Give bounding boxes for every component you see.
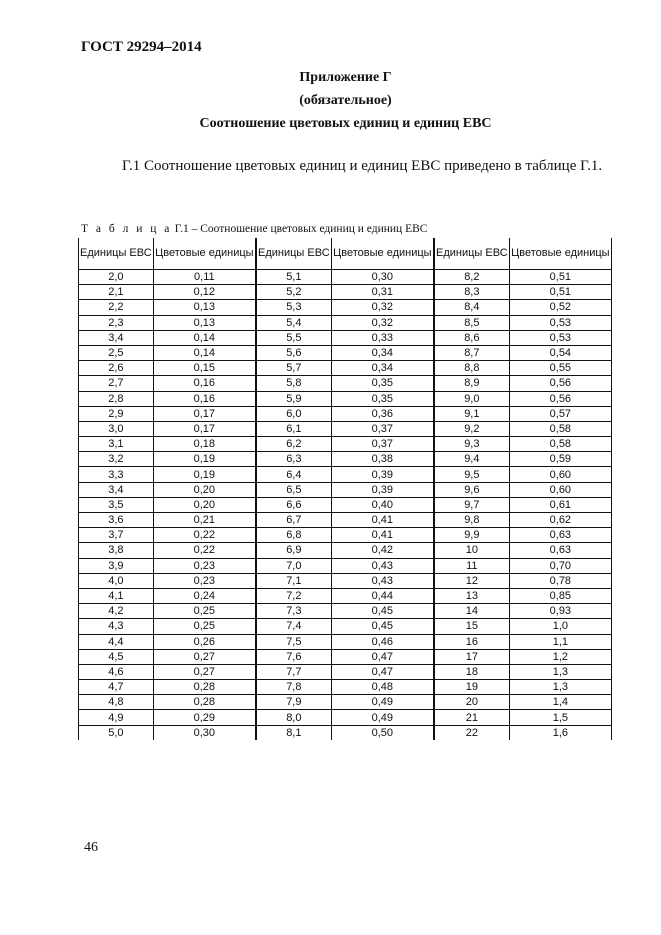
cell-ebc: 18 bbox=[434, 664, 509, 679]
cell-ebc: 7,1 bbox=[256, 573, 331, 588]
cell-ebc: 2,2 bbox=[79, 300, 154, 315]
cell-color-units: 0,40 bbox=[331, 497, 434, 512]
cell-color-units: 0,28 bbox=[153, 695, 256, 710]
standard-designation: ГОСТ 29294–2014 bbox=[81, 39, 202, 55]
cell-ebc: 9,4 bbox=[434, 452, 509, 467]
cell-color-units: 0,45 bbox=[331, 619, 434, 634]
cell-ebc: 5,8 bbox=[256, 376, 331, 391]
table-row bbox=[79, 604, 612, 619]
cell-color-units: 0,33 bbox=[331, 330, 434, 345]
cell-ebc: 2,8 bbox=[79, 391, 154, 406]
cell-color-units: 1,3 bbox=[509, 664, 611, 679]
cell-ebc: 5,4 bbox=[256, 315, 331, 330]
cell-ebc: 4,2 bbox=[79, 604, 154, 619]
cell-color-units: 1,0 bbox=[509, 619, 611, 634]
cell-color-units: 0,60 bbox=[509, 467, 611, 482]
cell-color-units: 0,19 bbox=[153, 452, 256, 467]
cell-ebc: 5,6 bbox=[256, 345, 331, 360]
cell-color-units: 0,43 bbox=[331, 558, 434, 573]
cell-ebc: 8,8 bbox=[434, 361, 509, 376]
table-row bbox=[79, 528, 612, 543]
cell-color-units: 0,16 bbox=[153, 376, 256, 391]
cell-ebc: 3,1 bbox=[79, 437, 154, 452]
cell-color-units: 0,36 bbox=[331, 406, 434, 421]
cell-color-units: 0,62 bbox=[509, 513, 611, 528]
table-row bbox=[79, 437, 612, 452]
cell-ebc: 7,8 bbox=[256, 680, 331, 695]
cell-ebc: 8,6 bbox=[434, 330, 509, 345]
cell-ebc: 9,5 bbox=[434, 467, 509, 482]
cell-color-units: 0,17 bbox=[153, 406, 256, 421]
cell-color-units: 1,3 bbox=[509, 680, 611, 695]
cell-ebc: 4,7 bbox=[79, 680, 154, 695]
appendix-heading: Соотношение цветовых единиц и единиц ЕВС bbox=[199, 116, 492, 131]
cell-ebc: 8,5 bbox=[434, 315, 509, 330]
table-row bbox=[79, 710, 612, 725]
cell-color-units: 0,49 bbox=[331, 695, 434, 710]
cell-ebc: 8,9 bbox=[434, 376, 509, 391]
table-row bbox=[79, 619, 612, 634]
cell-ebc: 3,5 bbox=[79, 497, 154, 512]
table-row bbox=[79, 452, 612, 467]
table-caption-label: Т а б л и ц а bbox=[81, 223, 172, 235]
table-row bbox=[79, 421, 612, 436]
cell-color-units: 0,93 bbox=[509, 604, 611, 619]
cell-ebc: 2,3 bbox=[79, 315, 154, 330]
cell-color-units: 0,41 bbox=[331, 513, 434, 528]
cell-ebc: 5,1 bbox=[256, 270, 331, 285]
cell-color-units: 0,41 bbox=[331, 528, 434, 543]
cell-ebc: 12 bbox=[434, 573, 509, 588]
table-row bbox=[79, 330, 612, 345]
cell-ebc: 8,3 bbox=[434, 285, 509, 300]
cell-color-units: 0,20 bbox=[153, 497, 256, 512]
table-row bbox=[79, 406, 612, 421]
table-row bbox=[79, 695, 612, 710]
cell-ebc: 9,2 bbox=[434, 421, 509, 436]
cell-ebc: 5,7 bbox=[256, 361, 331, 376]
cell-color-units: 0,22 bbox=[153, 528, 256, 543]
cell-ebc: 8,7 bbox=[434, 345, 509, 360]
table-row bbox=[79, 345, 612, 360]
cell-ebc: 15 bbox=[434, 619, 509, 634]
cell-ebc: 3,3 bbox=[79, 467, 154, 482]
cell-color-units: 0,28 bbox=[153, 680, 256, 695]
cell-ebc: 3,8 bbox=[79, 543, 154, 558]
cell-color-units: 0,53 bbox=[509, 315, 611, 330]
page-number: 46 bbox=[84, 840, 98, 855]
cell-color-units: 0,37 bbox=[331, 437, 434, 452]
cell-ebc: 9,7 bbox=[434, 497, 509, 512]
table-row bbox=[79, 482, 612, 497]
table-caption-text: Г.1 – Соотношение цветовых единиц и единиц ЕВС bbox=[171, 223, 428, 235]
cell-ebc: 20 bbox=[434, 695, 509, 710]
cell-ebc: 5,9 bbox=[256, 391, 331, 406]
cell-ebc: 13 bbox=[434, 588, 509, 603]
cell-color-units: 0,39 bbox=[331, 467, 434, 482]
cell-color-units: 0,35 bbox=[331, 376, 434, 391]
cell-ebc: 7,7 bbox=[256, 664, 331, 679]
cell-ebc: 4,9 bbox=[79, 710, 154, 725]
cell-color-units: 0,14 bbox=[153, 330, 256, 345]
cell-color-units: 0,54 bbox=[509, 345, 611, 360]
appendix-title: Приложение Г bbox=[299, 70, 392, 85]
cell-ebc: 3,0 bbox=[79, 421, 154, 436]
cell-color-units: 0,31 bbox=[331, 285, 434, 300]
cell-ebc: 4,0 bbox=[79, 573, 154, 588]
cell-color-units: 0,27 bbox=[153, 664, 256, 679]
cell-ebc: 5,2 bbox=[256, 285, 331, 300]
cell-ebc: 6,1 bbox=[256, 421, 331, 436]
cell-color-units: 0,56 bbox=[509, 391, 611, 406]
cell-ebc: 16 bbox=[434, 634, 509, 649]
conversion-table bbox=[78, 238, 612, 740]
cell-color-units: 0,21 bbox=[153, 513, 256, 528]
cell-color-units: 0,17 bbox=[153, 421, 256, 436]
table-row bbox=[79, 497, 612, 512]
cell-ebc: 9,6 bbox=[434, 482, 509, 497]
col-header-ebc-3: Единицы ЕВС bbox=[434, 238, 509, 270]
cell-color-units: 0,22 bbox=[153, 543, 256, 558]
col-header-color-units-3: Цветовые единицы bbox=[509, 238, 611, 270]
cell-color-units: 0,49 bbox=[331, 710, 434, 725]
cell-color-units: 0,23 bbox=[153, 573, 256, 588]
cell-color-units: 0,85 bbox=[509, 588, 611, 603]
cell-ebc: 3,9 bbox=[79, 558, 154, 573]
col-header-ebc-1: Единицы ЕВС bbox=[79, 238, 154, 270]
cell-ebc: 8,0 bbox=[256, 710, 331, 725]
cell-ebc: 8,4 bbox=[434, 300, 509, 315]
cell-color-units: 0,60 bbox=[509, 482, 611, 497]
cell-color-units: 1,4 bbox=[509, 695, 611, 710]
cell-ebc: 21 bbox=[434, 710, 509, 725]
cell-ebc: 6,3 bbox=[256, 452, 331, 467]
cell-ebc: 5,5 bbox=[256, 330, 331, 345]
table-row bbox=[79, 649, 612, 664]
table-row bbox=[79, 725, 612, 740]
cell-color-units: 0,37 bbox=[331, 421, 434, 436]
cell-color-units: 0,23 bbox=[153, 558, 256, 573]
cell-ebc: 4,8 bbox=[79, 695, 154, 710]
cell-color-units: 0,34 bbox=[331, 361, 434, 376]
table-row bbox=[79, 664, 612, 679]
cell-ebc: 22 bbox=[434, 725, 509, 740]
cell-ebc: 6,0 bbox=[256, 406, 331, 421]
col-header-color-units-2: Цветовые единицы bbox=[331, 238, 434, 270]
cell-ebc: 11 bbox=[434, 558, 509, 573]
cell-color-units: 0,52 bbox=[509, 300, 611, 315]
cell-color-units: 0,59 bbox=[509, 452, 611, 467]
cell-ebc: 2,7 bbox=[79, 376, 154, 391]
cell-ebc: 2,5 bbox=[79, 345, 154, 360]
cell-ebc: 6,5 bbox=[256, 482, 331, 497]
table-row bbox=[79, 376, 612, 391]
cell-color-units: 1,5 bbox=[509, 710, 611, 725]
cell-color-units: 0,24 bbox=[153, 588, 256, 603]
cell-color-units: 0,58 bbox=[509, 421, 611, 436]
cell-ebc: 4,4 bbox=[79, 634, 154, 649]
cell-ebc: 2,6 bbox=[79, 361, 154, 376]
cell-color-units: 0,63 bbox=[509, 528, 611, 543]
cell-color-units: 0,45 bbox=[331, 604, 434, 619]
cell-color-units: 0,15 bbox=[153, 361, 256, 376]
cell-color-units: 0,50 bbox=[331, 725, 434, 740]
cell-color-units: 0,18 bbox=[153, 437, 256, 452]
col-header-color-units-1: Цветовые единицы bbox=[153, 238, 256, 270]
cell-color-units: 0,53 bbox=[509, 330, 611, 345]
cell-ebc: 3,2 bbox=[79, 452, 154, 467]
cell-color-units: 0,46 bbox=[331, 634, 434, 649]
cell-ebc: 8,2 bbox=[434, 270, 509, 285]
table-row bbox=[79, 634, 612, 649]
cell-ebc: 19 bbox=[434, 680, 509, 695]
cell-ebc: 7,9 bbox=[256, 695, 331, 710]
cell-ebc: 9,9 bbox=[434, 528, 509, 543]
col-header-ebc-2: Единицы ЕВС bbox=[256, 238, 331, 270]
table-row bbox=[79, 573, 612, 588]
cell-color-units: 0,57 bbox=[509, 406, 611, 421]
cell-color-units: 0,25 bbox=[153, 619, 256, 634]
cell-color-units: 0,29 bbox=[153, 710, 256, 725]
cell-ebc: 6,7 bbox=[256, 513, 331, 528]
cell-color-units: 0,26 bbox=[153, 634, 256, 649]
cell-ebc: 7,3 bbox=[256, 604, 331, 619]
cell-ebc: 3,4 bbox=[79, 482, 154, 497]
cell-ebc: 6,9 bbox=[256, 543, 331, 558]
intro-paragraph: Г.1 Соотношение цветовых единиц и единиц ЕВС приведено в таблице Г.1. bbox=[122, 158, 603, 174]
cell-ebc: 5,0 bbox=[79, 725, 154, 740]
cell-color-units: 0,39 bbox=[331, 482, 434, 497]
cell-color-units: 0,12 bbox=[153, 285, 256, 300]
cell-color-units: 0,38 bbox=[331, 452, 434, 467]
cell-ebc: 3,7 bbox=[79, 528, 154, 543]
cell-color-units: 0,34 bbox=[331, 345, 434, 360]
cell-ebc: 3,6 bbox=[79, 513, 154, 528]
cell-ebc: 5,3 bbox=[256, 300, 331, 315]
cell-color-units: 0,44 bbox=[331, 588, 434, 603]
table-row bbox=[79, 467, 612, 482]
cell-ebc: 7,2 bbox=[256, 588, 331, 603]
table-row bbox=[79, 588, 612, 603]
cell-ebc: 10 bbox=[434, 543, 509, 558]
table-row bbox=[79, 543, 612, 558]
appendix-status: (обязательное) bbox=[299, 93, 392, 108]
cell-ebc: 6,4 bbox=[256, 467, 331, 482]
cell-ebc: 7,4 bbox=[256, 619, 331, 634]
table-row bbox=[79, 315, 612, 330]
cell-color-units: 0,70 bbox=[509, 558, 611, 573]
cell-ebc: 2,1 bbox=[79, 285, 154, 300]
cell-color-units: 1,6 bbox=[509, 725, 611, 740]
cell-ebc: 7,5 bbox=[256, 634, 331, 649]
cell-ebc: 7,6 bbox=[256, 649, 331, 664]
cell-color-units: 0,30 bbox=[153, 725, 256, 740]
cell-color-units: 0,19 bbox=[153, 467, 256, 482]
cell-ebc: 17 bbox=[434, 649, 509, 664]
cell-color-units: 0,63 bbox=[509, 543, 611, 558]
table-row bbox=[79, 300, 612, 315]
table-row bbox=[79, 680, 612, 695]
cell-color-units: 0,30 bbox=[331, 270, 434, 285]
cell-color-units: 0,32 bbox=[331, 300, 434, 315]
cell-ebc: 2,9 bbox=[79, 406, 154, 421]
cell-color-units: 0,58 bbox=[509, 437, 611, 452]
cell-color-units: 0,61 bbox=[509, 497, 611, 512]
table-row bbox=[79, 270, 612, 285]
cell-color-units: 0,47 bbox=[331, 649, 434, 664]
cell-color-units: 0,51 bbox=[509, 270, 611, 285]
cell-color-units: 0,14 bbox=[153, 345, 256, 360]
cell-ebc: 8,1 bbox=[256, 725, 331, 740]
cell-color-units: 0,20 bbox=[153, 482, 256, 497]
cell-ebc: 6,6 bbox=[256, 497, 331, 512]
table-body bbox=[79, 270, 612, 740]
cell-ebc: 4,3 bbox=[79, 619, 154, 634]
cell-ebc: 4,1 bbox=[79, 588, 154, 603]
cell-color-units: 0,25 bbox=[153, 604, 256, 619]
cell-color-units: 0,11 bbox=[153, 270, 256, 285]
table-header-row bbox=[79, 238, 612, 270]
cell-color-units: 1,2 bbox=[509, 649, 611, 664]
table-row bbox=[79, 285, 612, 300]
table-row bbox=[79, 391, 612, 406]
cell-color-units: 1,1 bbox=[509, 634, 611, 649]
cell-color-units: 0,55 bbox=[509, 361, 611, 376]
cell-color-units: 0,43 bbox=[331, 573, 434, 588]
cell-ebc: 6,2 bbox=[256, 437, 331, 452]
cell-color-units: 0,42 bbox=[331, 543, 434, 558]
cell-color-units: 0,48 bbox=[331, 680, 434, 695]
cell-ebc: 9,0 bbox=[434, 391, 509, 406]
cell-ebc: 9,1 bbox=[434, 406, 509, 421]
cell-color-units: 0,32 bbox=[331, 315, 434, 330]
cell-ebc: 9,8 bbox=[434, 513, 509, 528]
cell-color-units: 0,13 bbox=[153, 300, 256, 315]
cell-color-units: 0,16 bbox=[153, 391, 256, 406]
cell-color-units: 0,78 bbox=[509, 573, 611, 588]
cell-ebc: 7,0 bbox=[256, 558, 331, 573]
cell-ebc: 4,5 bbox=[79, 649, 154, 664]
cell-color-units: 0,27 bbox=[153, 649, 256, 664]
cell-ebc: 9,3 bbox=[434, 437, 509, 452]
table-caption bbox=[81, 223, 427, 235]
cell-ebc: 2,0 bbox=[79, 270, 154, 285]
cell-color-units: 0,35 bbox=[331, 391, 434, 406]
cell-color-units: 0,56 bbox=[509, 376, 611, 391]
cell-color-units: 0,51 bbox=[509, 285, 611, 300]
table-row bbox=[79, 513, 612, 528]
cell-ebc: 4,6 bbox=[79, 664, 154, 679]
cell-color-units: 0,47 bbox=[331, 664, 434, 679]
table-row bbox=[79, 361, 612, 376]
cell-ebc: 3,4 bbox=[79, 330, 154, 345]
cell-color-units: 0,13 bbox=[153, 315, 256, 330]
table-row bbox=[79, 558, 612, 573]
cell-ebc: 14 bbox=[434, 604, 509, 619]
cell-ebc: 6,8 bbox=[256, 528, 331, 543]
